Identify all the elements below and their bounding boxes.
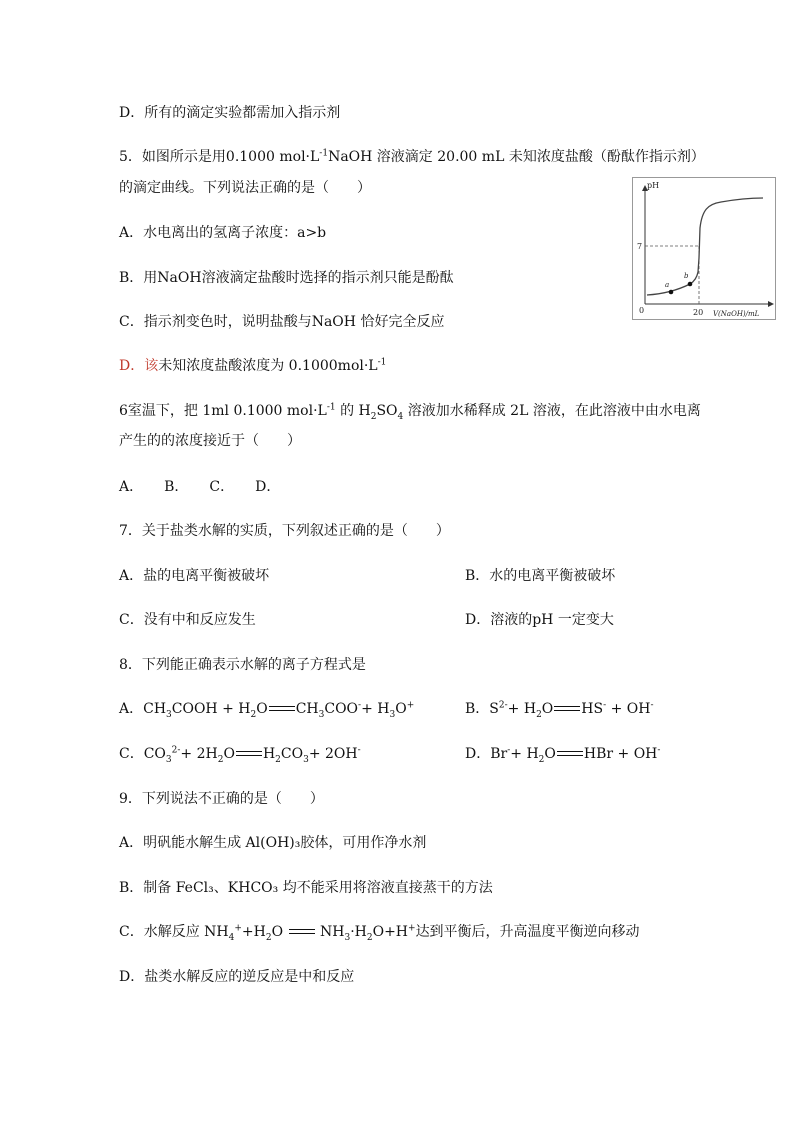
q6-stem-b: 的 H [335, 403, 371, 419]
equilibrium-arrow [269, 704, 295, 714]
point-a-label: a [665, 281, 670, 289]
q5-option-c: C．指示剂变色时，说明盐酸与NaOH 恰好完全反应 [119, 314, 445, 330]
q9-option-a: A．明矾能水解生成 Al(OH)₃胶体，可用作净水剂 [119, 835, 427, 851]
equilibrium-arrow [554, 704, 580, 714]
q6-stem-a: 6室温下，把 1ml 0.1000 mol·L [119, 403, 327, 419]
q7-option-b: B．水的电离平衡被破坏 [465, 568, 616, 584]
q7-stem: 7．关于盐类水解的实质，下列叙述正确的是（ ） [119, 523, 450, 539]
q8-stem: 8．下列能正确表示水解的离子方程式是 [119, 657, 366, 673]
x-origin-label: 0 [639, 306, 645, 315]
q7-option-c: C．没有中和反应发生 [119, 612, 256, 628]
q5-stem-line2: 的滴定曲线。下列说法正确的是（ ） [119, 180, 371, 196]
q6-stem-sub1: 2 [370, 411, 377, 422]
q9-stem: 9．下列说法不正确的是（ ） [119, 791, 324, 807]
q9-option-d: D．盐类水解反应的逆反应是中和反应 [119, 969, 355, 985]
q6-stem-line2: 产生的的浓度接近于（ ） [119, 433, 301, 449]
q6-stem-d: 溶液加水稀释成 2L 溶液，在此溶液中由水电离 [403, 403, 701, 419]
q7-option-a: A．盐的电离平衡被破坏 [119, 568, 270, 584]
q8-option-a: A．$CH_3COOH + H_2O$ $CH_3COO^-+ H_3O^+$ [119, 700, 415, 720]
q5-stem-c: NaOH 溶液滴定 20.00 mL 未知浓度盐酸（酚酞作指示剂） [328, 149, 705, 165]
point-b-label: b [684, 272, 689, 280]
q4-option-d: D．所有的滴定实验都需加入指示剂 [119, 105, 341, 121]
q8-option-c: C．$CO_3^{2-}+ 2H_2O$ $H_2CO_3+ 2OH^-$ [119, 745, 361, 765]
equilibrium-arrow [557, 749, 583, 759]
q5-option-d-gai: 该 [144, 358, 159, 374]
q9-option-b: B．制备 FeCl₃、KHCO₃ 均不能采用将溶液直接蒸干的方法 [119, 880, 493, 896]
q5-stem-b: 0.1000 mol·L [225, 149, 320, 165]
x-tick-20: 20 [693, 308, 704, 317]
q5-stem-line1 [119, 147, 705, 167]
x-axis-label: V(NaOH)/mL [713, 310, 760, 318]
q6-stem-line1 [119, 401, 701, 421]
titration-curve-figure [632, 177, 776, 320]
titration-curve-svg [633, 178, 775, 319]
q5-stem-a: 5．如图所示是用 [119, 149, 226, 165]
q5-option-b: B．用NaOH溶液滴定盐酸时选择的指示剂只能是酚酞 [119, 270, 454, 286]
q5-option-d-text: 未知浓度盐酸浓度为 0.1000mol·L [158, 358, 378, 374]
q8-option-d: D．$Br^-+ H_2O$ HBr + OH- [465, 745, 661, 765]
q6-options: A． B． C． D． [119, 479, 281, 495]
q6-stem-sub2: 4 [397, 411, 404, 422]
point-b [688, 282, 693, 287]
q7-option-d: D．溶液的pH 一定变大 [465, 612, 614, 628]
q9-option-c: C．水解反应 $NH_4^++H_2O$ $NH_3\cdot H_2O+H^+$达到平衡后，升高温度平衡逆向移动 [119, 923, 640, 943]
y-tick-7: 7 [637, 242, 643, 251]
equilibrium-arrow [236, 749, 262, 759]
q5-option-d-letter: D． [119, 358, 145, 374]
point-a [669, 290, 674, 295]
equilibrium-arrow [289, 927, 315, 937]
q5-option-d [119, 356, 386, 376]
q6-stem-c: SO [376, 403, 398, 419]
q5-stem-sup: -1 [319, 148, 329, 159]
q6-stem-sup: -1 [326, 402, 336, 413]
y-axis-label: pH [647, 181, 660, 190]
q5-option-d-sup: -1 [377, 357, 387, 368]
q8-option-b: B．$S^{2-}+ H_2O$ HS- + OH- [465, 700, 654, 720]
q5-option-a: A．水电离出的氢离子浓度：a>b [119, 225, 327, 241]
